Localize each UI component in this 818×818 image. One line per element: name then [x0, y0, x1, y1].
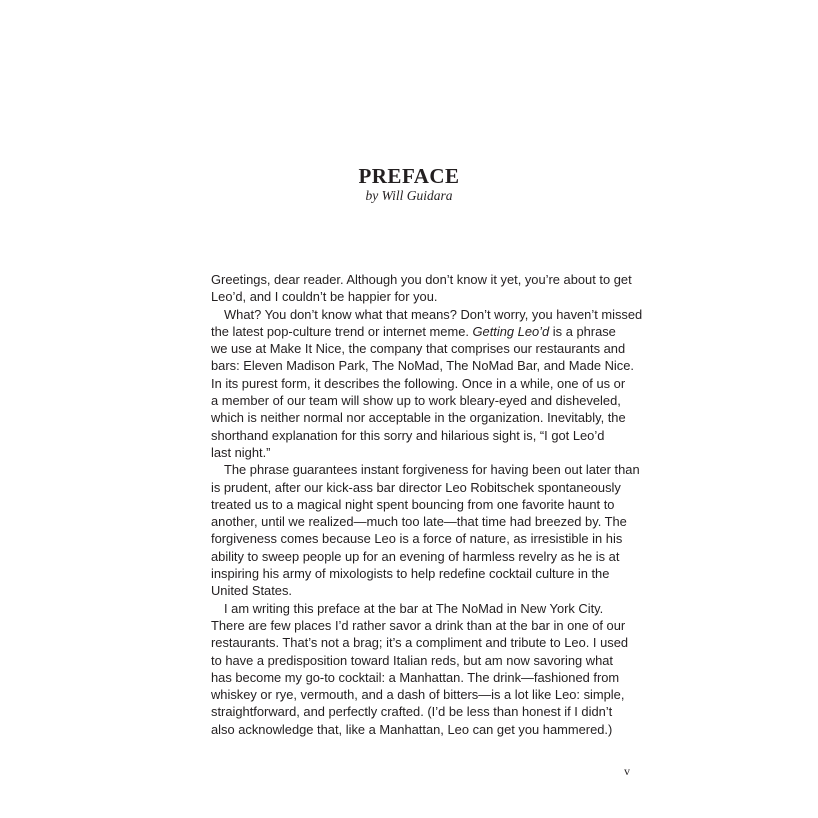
body-text — [211, 271, 643, 738]
text-line: a member of our team will show up to work bleary-eyed and disheveled, — [211, 393, 621, 409]
author-byline: by Will Guidara — [365, 188, 453, 203]
text-line: to have a predisposition toward Italian reds, but am now savoring what — [211, 652, 613, 668]
paragraph-first-line: I am writing this preface at the bar at The NoMad in New York City. — [224, 600, 604, 616]
text-run: the latest pop-culture trend or internet meme. — [211, 323, 473, 339]
chapter-title: PREFACE — [358, 164, 460, 188]
text-line: forgiveness comes because Leo is a force of nature, as irresistible in his — [211, 531, 623, 547]
italic-phrase: Getting Leo’d — [472, 323, 550, 339]
text-line: also acknowledge that, like a Manhattan, Leo can get you hammered.) — [211, 721, 613, 737]
text-line: has become my go-to cocktail: a Manhattan. The drink—fashioned from — [211, 669, 620, 685]
text-line: In its purest form, it describes the following. Once in a while, one of us or — [211, 375, 626, 391]
text-line: ability to sweep people up for an evening of harmless revelry as he is at — [211, 548, 620, 564]
text-line-with-italic — [211, 323, 631, 340]
text-line: straightforward, and perfectly crafted. (I’d be less than honest if I didn’t — [211, 704, 613, 720]
text-line: Leo’d, and I couldn’t be happier for you. — [211, 289, 438, 305]
text-line: Greetings, dear reader. Although you don’t know it yet, you’re about to get — [211, 272, 632, 287]
text-line: There are few places I’d rather savor a drink than at the bar in one of our — [211, 617, 626, 633]
page-number: v — [624, 764, 630, 778]
text-line: restaurants. That’s not a brag; it’s a compliment and tribute to Leo. I used — [211, 635, 629, 651]
text-line: which is neither normal nor acceptable in the organization. Inevitably, the — [211, 410, 626, 426]
text-line: shorthand explanation for this sorry and hilarious sight is, “I got Leo’d — [211, 427, 605, 443]
paragraph-first-line: The phrase guarantees instant forgiveness for having been out later than — [224, 462, 640, 478]
text-line: we use at Make It Nice, the company that comprises our restaurants and — [211, 341, 626, 357]
text-line: treated us to a magical night spent bouncing from one favorite haunt to — [211, 496, 615, 512]
text-line: last night.” — [211, 444, 271, 460]
text-line: another, until we realized—much too late—that time had breezed by. The — [211, 514, 627, 530]
text-line: bars: Eleven Madison Park, The NoMad, The NoMad Bar, and Made Nice. — [211, 358, 634, 374]
text-line: whiskey or rye, vermouth, and a dash of bitters—is a lot like Leo: simple, — [211, 687, 625, 703]
text-line: United States. — [211, 583, 292, 599]
text-line: inspiring his army of mixologists to help redefine cocktail culture in the — [211, 566, 610, 582]
paragraph-first-line: What? You don’t know what that means? Don’t worry, you haven’t missed — [224, 306, 643, 322]
text-run: is a phrase — [549, 323, 616, 339]
text-line: is prudent, after our kick-ass bar director Leo Robitschek spontaneously — [211, 479, 621, 495]
